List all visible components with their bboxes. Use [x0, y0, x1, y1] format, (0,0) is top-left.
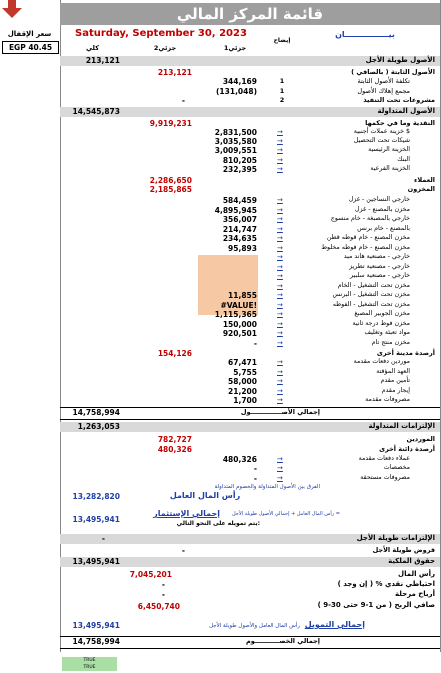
- link-icon[interactable]: →: [277, 155, 283, 164]
- financing-value: 13,495,941: [72, 621, 120, 630]
- check-cell-1: TRUE: [62, 657, 117, 664]
- link-icon[interactable]: →: [277, 338, 283, 347]
- line-item-label: العهد المؤقتة: [376, 367, 410, 375]
- other-credit-value: 480,326: [157, 445, 192, 454]
- working-capital-value: 13,282,820: [72, 492, 120, 501]
- line-item-label: خارجي النساجين - غزل: [348, 196, 410, 203]
- lt-loans-label: قروض طويلة الأجل: [372, 546, 435, 554]
- col3-header: كلي: [85, 44, 99, 52]
- line-item-label: مخزن بالمصنع - غزل: [354, 205, 410, 213]
- link-icon[interactable]: →: [277, 455, 283, 463]
- line-item-value: 58,000: [228, 377, 257, 387]
- other-credit-label: أرصدة دائنة أخرى: [379, 445, 435, 453]
- other-debit-value: 154,126: [157, 349, 192, 358]
- statement-date: Saturday, September 30, 2023: [75, 28, 247, 39]
- line-item-value: -: [253, 338, 257, 348]
- line-item-label: شيكات تحت التحصيل: [353, 137, 410, 145]
- line-item-label: البنك: [397, 155, 410, 163]
- retained-label: أرباح مرحلة: [394, 590, 435, 598]
- total-liab-value: 14,758,994: [72, 637, 120, 646]
- rate-value: EGP 40.45: [2, 41, 59, 54]
- line-item-value: -: [253, 473, 257, 483]
- link-icon[interactable]: →: [277, 243, 283, 252]
- cash-label: النقدية وما في حكمها: [365, 119, 435, 127]
- line-item-value: 1,700: [233, 396, 257, 406]
- line-item-value: 214,747: [222, 224, 257, 234]
- construction-note: 2: [279, 96, 285, 104]
- link-icon[interactable]: →: [277, 262, 283, 271]
- retained-value: -: [161, 590, 165, 599]
- line-item-value: 356,007: [222, 215, 257, 224]
- capital-label: رأس المال: [398, 570, 435, 578]
- line-item-value: 232,395: [222, 164, 257, 174]
- construction-label: مشروعات تحت التنفيذ: [363, 96, 435, 104]
- line-item-value: 21,200: [228, 386, 257, 396]
- line-item-label: مصروفات مقدمة: [365, 396, 410, 404]
- inventory-label: المخزون: [407, 185, 435, 193]
- link-icon[interactable]: →: [277, 329, 283, 337]
- capital-value: 7,045,201: [129, 570, 172, 579]
- lt-loans-value: -: [181, 546, 185, 555]
- link-icon[interactable]: →: [277, 464, 283, 473]
- fixed-cost-value: 344,169: [222, 77, 257, 86]
- line-item-value: 810,205: [222, 155, 257, 165]
- link-icon[interactable]: →: [277, 137, 283, 146]
- accum-dep-note: 1: [279, 87, 285, 95]
- link-icon[interactable]: →: [277, 377, 283, 386]
- line-item-label: مواد تعبئة وتغليف: [364, 329, 410, 336]
- other-debit-label: أرصدة مدينة أخرى: [376, 349, 435, 357]
- line-item-label: خارجي بالمصبغة - خام منسوج: [330, 215, 410, 222]
- inventory-value: 2,185,865: [149, 185, 192, 194]
- fixed-cost-label: تكلفة الأصول الثابتة: [357, 77, 410, 85]
- current-assets-total: 14,545,873: [72, 107, 120, 116]
- total-assets-label: إجمالي الأصــــــــــــــول: [240, 408, 320, 416]
- fixed-net-label: الأصول الثابتة ( بالصافي ): [351, 68, 435, 76]
- line-item-label: خارجي - مصنعية هاند ميد: [343, 253, 410, 260]
- financing-label: إجمالي التمويل: [304, 620, 365, 629]
- link-icon[interactable]: →: [277, 196, 283, 204]
- line-item-value: #VALUE!: [220, 300, 257, 310]
- line-item-label: مخزن المصنع - خام قوطه قطن: [326, 234, 410, 241]
- col-note-header: إيضاح: [273, 37, 291, 44]
- link-icon[interactable]: →: [277, 224, 283, 233]
- line-item-value: 584,459: [222, 196, 257, 205]
- construction-value: -: [181, 96, 185, 105]
- line-item-value: 67,471: [228, 358, 257, 367]
- equity-total: 13,495,941: [72, 557, 120, 566]
- link-icon[interactable]: →: [277, 253, 283, 261]
- line-item-label: تأمين مقدم: [380, 377, 410, 385]
- link-icon[interactable]: →: [277, 300, 283, 309]
- customers-value: 2,286,650: [149, 176, 192, 185]
- line-item-label: مخزن الجوبير المصبغ: [354, 310, 410, 317]
- line-item-label: مخزن منتج تام: [371, 338, 410, 346]
- link-icon[interactable]: →: [277, 386, 283, 395]
- line-item-value: 150,000: [222, 319, 257, 329]
- line-item-value: 5,755: [233, 367, 257, 377]
- link-icon[interactable]: →: [277, 234, 283, 242]
- lt-liab-total: -: [101, 534, 105, 543]
- line-item-value: 95,893: [228, 243, 257, 253]
- arrow-down-icon: [2, 0, 22, 18]
- line-item-value: 4,895,945: [214, 205, 257, 215]
- line-item-label: خارجي - مصنعية سلبير: [350, 272, 410, 279]
- link-icon[interactable]: →: [277, 215, 283, 223]
- working-capital-note: الفرق بين الأصول المتداولة والخصوم المتداولة: [214, 484, 320, 490]
- line-item-label: مخصصات: [383, 464, 410, 472]
- current-liab-label: الإلتزامات المتداولة: [368, 422, 435, 430]
- line-item-value: 920,501: [222, 329, 257, 338]
- equity-label: حقوق الملكية: [388, 557, 435, 565]
- investment-sub: يتم تمويله على النحو التالي:: [176, 520, 260, 527]
- fixed-cost-note: 1: [279, 77, 285, 85]
- total-liab-label: إجمالي الخصـــــــــــوم: [245, 637, 320, 645]
- accum-dep-value: (131,048): [215, 87, 257, 96]
- line-item-label: مخزن المصنع - خام فوطه مخلوط: [321, 243, 410, 251]
- link-icon[interactable]: →: [277, 396, 283, 405]
- total-assets-value: 14,758,994: [72, 408, 120, 417]
- link-icon[interactable]: →: [277, 128, 283, 136]
- lt-liab-label: الإلتزامات طويلة الأجل: [356, 534, 435, 542]
- line-item-label: مصروفات مستحقة: [360, 473, 410, 481]
- line-item-label: مخزن فوط درجة ثانية: [352, 319, 410, 327]
- line-item-label: بالمصنع - خام برنس: [357, 224, 410, 232]
- suppliers-value: 782,727: [157, 435, 192, 444]
- line-item-label: الخزينة الفرعية: [370, 164, 410, 172]
- statement-subtitle: بيــــــــــــــــان: [335, 30, 395, 39]
- link-icon[interactable]: →: [277, 164, 283, 173]
- link-icon[interactable]: →: [277, 291, 283, 299]
- line-item-label: خارجي - مصنعية تطريز: [349, 262, 410, 270]
- link-icon[interactable]: →: [277, 473, 283, 482]
- accum-dep-label: مجمع إهلاك الأصول: [357, 87, 410, 95]
- customers-label: العملاء: [414, 176, 435, 184]
- line-item-label: عملاء دفعات مقدمة: [358, 455, 410, 462]
- line-item-label: إيجار مقدم: [381, 386, 410, 394]
- investment-value: 13,495,941: [72, 515, 120, 524]
- line-item-label: مخزن تحت التشغيل - البرنس: [332, 291, 410, 298]
- link-icon[interactable]: →: [277, 281, 283, 290]
- link-icon[interactable]: →: [277, 205, 283, 214]
- investment-note: رأس المال العامل + إجمالي الأصول طويلة الأجل =: [232, 511, 340, 517]
- link-icon[interactable]: →: [277, 146, 283, 155]
- line-item-label: مخزن تحت التشغيل - الفوطه: [332, 300, 410, 308]
- reserve-label: احتياطي نقدي % ( إن وجد ): [337, 580, 435, 588]
- lt-assets-label: الأصول طويلة الأجل: [365, 56, 435, 64]
- link-icon[interactable]: →: [277, 367, 283, 376]
- line-item-label: خزينة عملات أجنبية $: [353, 128, 410, 135]
- link-icon[interactable]: →: [277, 272, 283, 280]
- line-item-value: 1,115,365: [214, 310, 257, 319]
- line-item-value: 3,035,580: [214, 137, 257, 147]
- check-cell-2: TRUE: [62, 664, 117, 671]
- link-icon[interactable]: →: [277, 358, 283, 366]
- line-item-value: 234,635: [222, 234, 257, 243]
- current-assets-label: الأصول المتداولة: [377, 107, 435, 115]
- line-item-value: 11,855: [228, 291, 257, 300]
- lt-assets-total: 213,121: [85, 56, 120, 65]
- fixed-net-value: 213,121: [157, 68, 192, 77]
- investment-label: إجمالي الإستثمار: [153, 509, 220, 518]
- link-icon[interactable]: →: [277, 319, 283, 328]
- line-item-value: 480,326: [222, 455, 257, 464]
- title-bar: [60, 3, 440, 25]
- rate-label: سعر الإقفال: [7, 30, 52, 38]
- col1-header: جزئي1: [223, 44, 247, 52]
- net-profit-label: صافي الربح ( من 1-9 حتى 30-9 ): [317, 601, 435, 609]
- cash-value: 9,919,231: [149, 119, 192, 128]
- line-item-value: -: [253, 464, 257, 474]
- page-title: قائمة المركز المالي: [176, 5, 324, 23]
- net-profit-value: 6,450,740: [137, 602, 180, 611]
- line-item-label: الخزينة الرئيسية: [368, 146, 410, 154]
- line-item-value: 2,831,500: [214, 128, 257, 137]
- line-item-value: 3,009,551: [214, 146, 257, 156]
- link-icon[interactable]: →: [277, 310, 283, 318]
- line-item-label: مخزن تحت التشغيل - الخام: [337, 281, 410, 289]
- financing-sub: رأس المال العامل والأصول طويلة الأجل: [209, 623, 300, 629]
- line-item-label: موردين دفعات مقدمة: [353, 358, 410, 365]
- col2-header: جزئي2: [153, 44, 177, 52]
- suppliers-label: الموردين: [406, 435, 435, 443]
- working-capital-label: رأس المال العامل: [169, 491, 241, 500]
- current-liab-total: 1,263,053: [77, 422, 120, 431]
- reserve-value: -: [161, 580, 165, 589]
